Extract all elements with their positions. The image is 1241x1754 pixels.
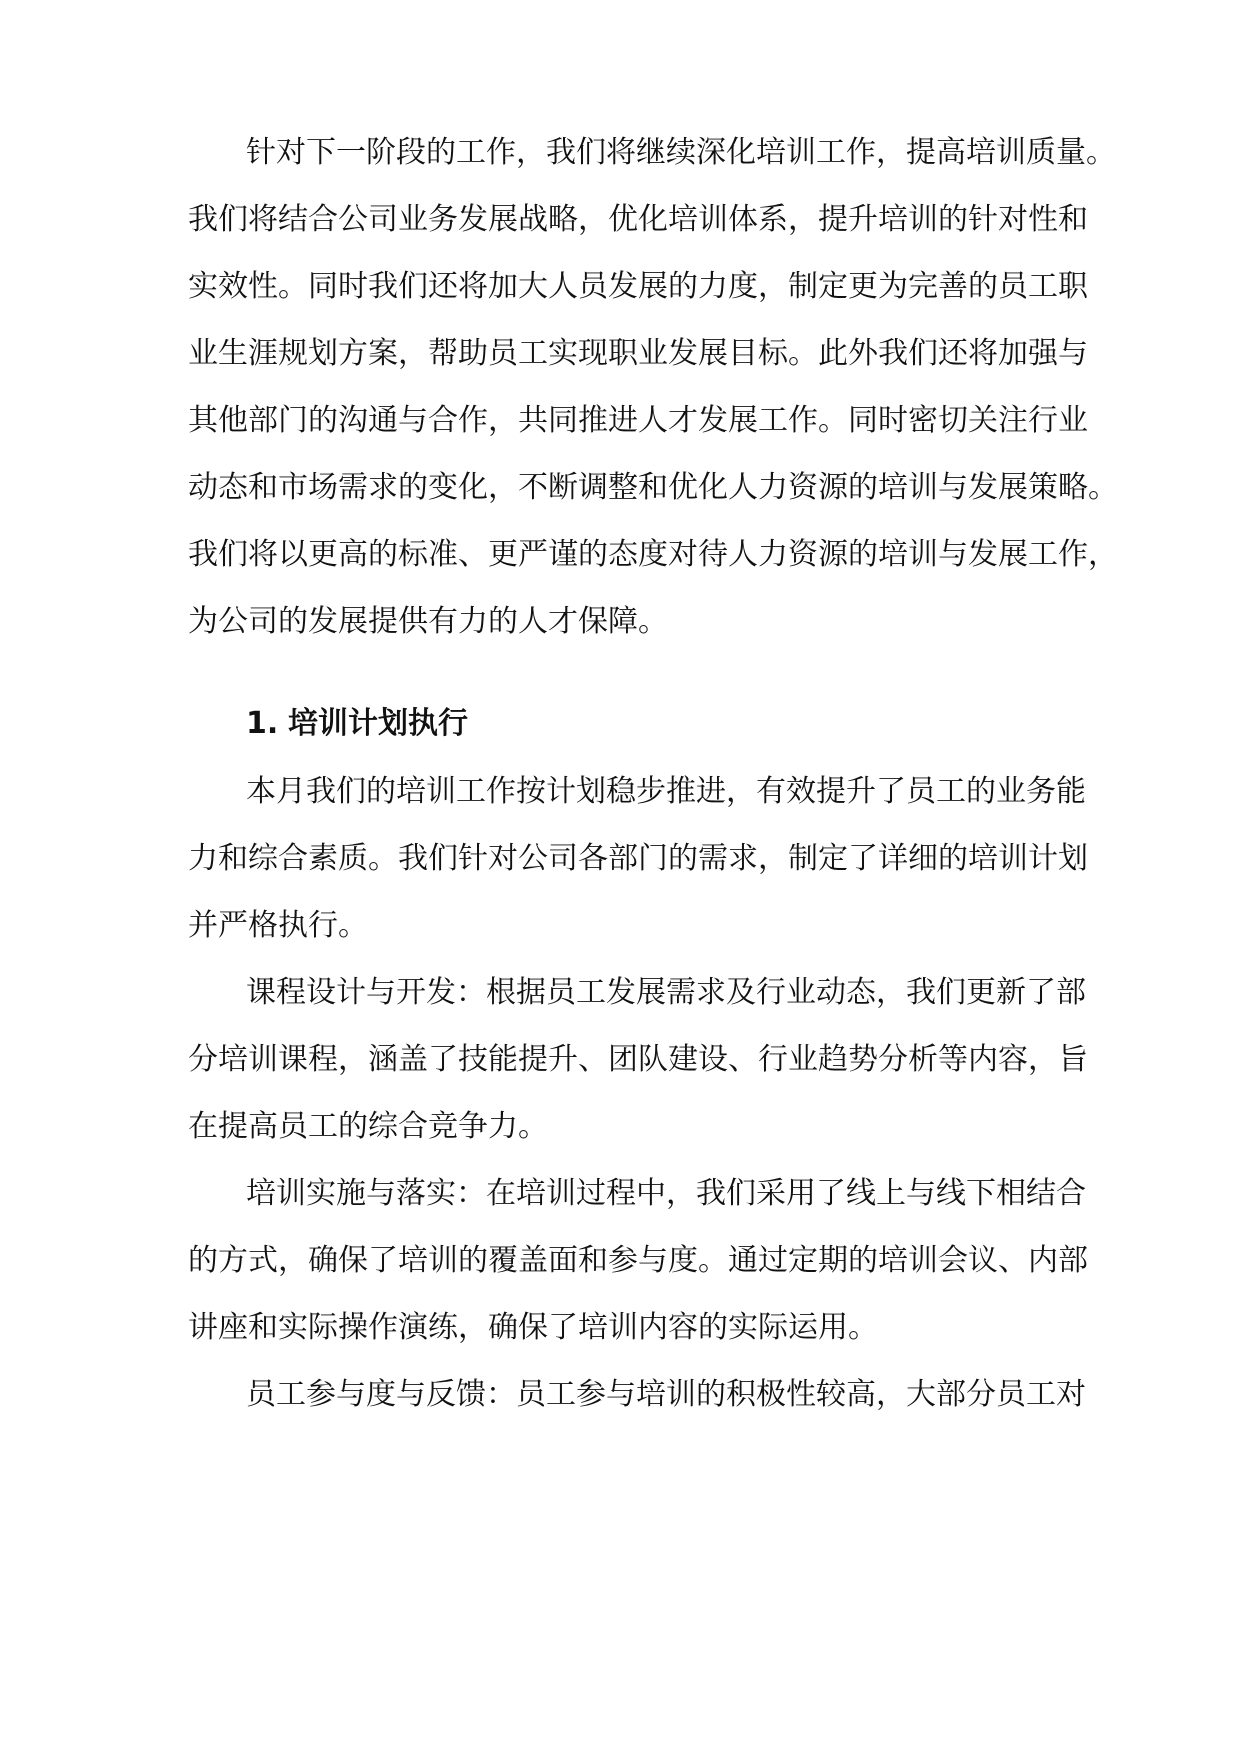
intro-line-1: 针对下一阶段的工作，我们将继续深化培训工作，提高培训质量。 [246,135,1116,170]
intro-line-5: 其他部门的沟通与合作，共同推进人才发展工作。同时密切关注行业 [188,403,1088,438]
intro-line-2: 我们将结合公司业务发展战略，优化培训体系，提升培训的针对性和 [188,202,1088,237]
p4-line-1: 员工参与度与反馈：员工参与培训的积极性较高，大部分员工对 [246,1377,1086,1412]
p3-line-2: 的方式，确保了培训的覆盖面和参与度。通过定期的培训会议、内部 [188,1243,1088,1278]
section-title: 培训计划执行 [288,706,468,741]
p2-line-2: 分培训课程，涵盖了技能提升、团队建设、行业趋势分析等内容，旨 [188,1042,1088,1077]
p2-line-1: 课程设计与开发：根据员工发展需求及行业动态，我们更新了部 [246,975,1086,1010]
section-number: 1. [246,706,279,741]
intro-line-4: 业生涯规划方案，帮助员工实现职业发展目标。此外我们还将加强与 [188,336,1088,371]
p3-line-3: 讲座和实际操作演练，确保了培训内容的实际运用。 [188,1310,878,1345]
p2-line-3: 在提高员工的综合竞争力。 [188,1109,548,1144]
section-heading [246,704,468,744]
p1-line-1: 本月我们的培训工作按计划稳步推进，有效提升了员工的业务能 [246,774,1086,809]
p1-line-3: 并严格执行。 [188,908,368,943]
intro-line-6: 动态和市场需求的变化，不断调整和优化人力资源的培训与发展策略。 [188,470,1118,505]
intro-line-8: 为公司的发展提供有力的人才保障。 [188,604,668,639]
p3-line-1: 培训实施与落实：在培训过程中，我们采用了线上与线下相结合 [246,1176,1086,1211]
intro-line-3: 实效性。同时我们还将加大人员发展的力度，制定更为完善的员工职 [188,269,1088,304]
intro-line-7: 我们将以更高的标准、更严谨的态度对待人力资源的培训与发展工作， [188,537,1118,572]
p1-line-2: 力和综合素质。我们针对公司各部门的需求，制定了详细的培训计划 [188,841,1088,876]
